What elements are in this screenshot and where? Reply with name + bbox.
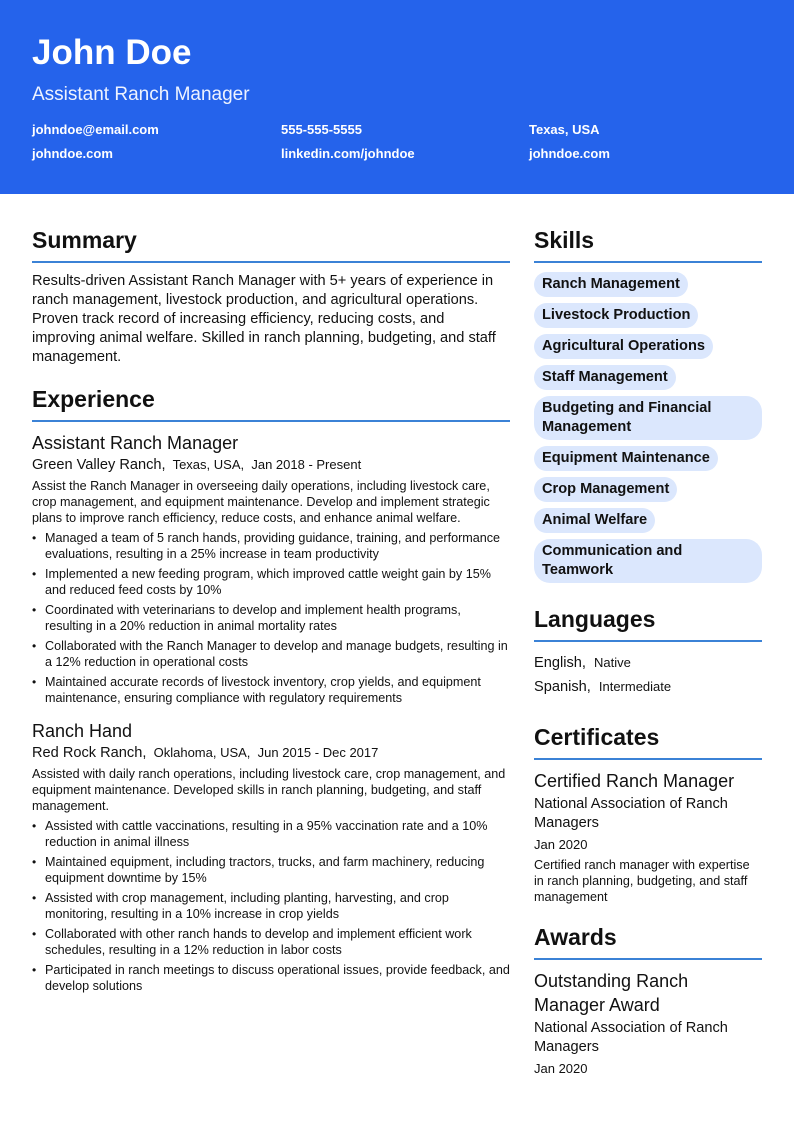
achievement-item: • Participated in ranch meetings to discuss operational issues, provide feedback, and develop solutions [32,962,510,994]
skill-tag: Agricultural Operations [534,334,713,359]
award-date: Jan 2020 [534,1061,588,1076]
candidate-title: Assistant Ranch Manager [32,84,250,105]
achievement-item: • Coordinated with veterinarians to develop and implement health programs, resulting in a 20% reduction in animal mortality rates [32,602,510,634]
skill-tag: Equipment Maintenance [534,446,718,471]
email-link[interactable]: johndoe@email.com [32,122,159,137]
achievement-item: • Implemented a new feeding program, which improved cattle weight gain by 15% and reduced feed costs by 10% [32,566,510,598]
award-entry [534,969,762,1078]
languages-heading: Languages [534,605,762,642]
job-dates: Jun 2015 - Dec 2017 [257,745,379,760]
job-location: Oklahoma, USA, [153,745,251,760]
certificate-issuer: National Association of Ranch Managers [534,796,728,831]
language-name: Spanish, [534,679,591,695]
job-dates: Jan 2018 - Present [251,457,362,472]
language-level: Intermediate [598,679,672,694]
certificates-heading: Certificates [534,723,762,760]
job-entry [32,431,510,706]
achievement-item: • Collaborated with the Ranch Manager to develop and manage budgets, resulting in a 12% reduction in operational costs [32,638,510,670]
job-title: Assistant Ranch Manager [32,433,239,453]
certificate-description: Certified ranch manager with expertise in ranch planning, budgeting, and staff management [534,858,750,904]
job-description: Assisted with daily ranch operations, including livestock care, crop management, and equipment maintenance. Developed skills in ranch planning, budgeting, and staff management. [32,767,506,813]
achievement-item: • Maintained equipment, including tractors, trucks, and farm machinery, reducing equipment downtime by 15% [32,854,510,886]
job-company: Green Valley Ranch, [32,457,166,473]
job-entry [32,719,510,994]
achievement-item: • Managed a team of 5 ranch hands, providing guidance, training, and performance evaluations, resulting in a 25% increase in team productivity [32,530,510,562]
skills-heading: Skills [534,226,762,263]
awards-heading: Awards [534,923,762,960]
languages-list [534,651,762,699]
summary-text: Results-driven Assistant Ranch Manager with 5+ years of experience in ranch management, livestock production, and agricultural operations. Proven track record of increasing efficiency, reducing costs, and improving animal welfare. Skilled in ranch planning, budgeting, and staff management. [32,273,496,365]
experience-heading: Experience [32,385,510,422]
location-text: Texas, USA [529,122,600,137]
language-level: Native [593,655,631,670]
job-achievements [32,530,510,706]
skill-tag: Crop Management [534,477,677,502]
job-description: Assist the Ranch Manager in overseeing daily operations, including livestock care, crop management, and equipment maintenance. Develop and implement strategic plans to improve ranch efficiency, reduce costs, and enhance animal welfare. [32,479,490,525]
skills-list [534,272,762,583]
award-issuer: National Association of Ranch Managers [534,1020,728,1055]
skill-tag: Communication and Teamwork [534,539,762,583]
achievement-item: • Assisted with cattle vaccinations, resulting in a 95% vaccination rate and a 10% reduction in animal illness [32,818,510,850]
side-column [534,226,762,1096]
website-link-secondary[interactable]: johndoe.com [529,146,610,161]
job-location: Texas, USA, [172,457,245,472]
certificate-entry [534,769,762,905]
main-column [32,226,510,1007]
award-name: Outstanding Ranch Manager Award [534,971,689,1015]
summary-heading: Summary [32,226,510,263]
website-link[interactable]: johndoe.com [32,146,113,161]
skill-tag: Budgeting and Financial Management [534,396,762,440]
skill-tag: Staff Management [534,365,676,390]
phone-text: 555-555-5555 [281,122,362,137]
linkedin-link[interactable]: linkedin.com/johndoe [281,146,415,161]
language-name: English, [534,655,586,671]
achievement-item: • Assisted with crop management, including planting, harvesting, and crop monitoring, resulting in a 10% increase in crop yields [32,890,510,922]
skill-tag: Ranch Management [534,272,688,297]
language-item [534,651,762,675]
certificate-name: Certified Ranch Manager [534,771,735,791]
skill-tag: Livestock Production [534,303,698,328]
candidate-name: John Doe [32,33,192,72]
job-achievements [32,818,510,994]
skill-tag: Animal Welfare [534,508,655,533]
achievement-item: • Maintained accurate records of livestock inventory, crop yields, and equipment maintenance, ensuring compliance with regulatory requirements [32,674,510,706]
job-meta [32,455,510,475]
job-title: Ranch Hand [32,721,133,741]
certificate-date: Jan 2020 [534,837,588,852]
achievement-item: • Collaborated with other ranch hands to develop and implement efficient work schedules, resulting in a 12% reduction in labor costs [32,926,510,958]
job-meta [32,743,510,763]
language-item [534,675,762,699]
resume-header [0,0,794,194]
job-company: Red Rock Ranch, [32,745,147,761]
